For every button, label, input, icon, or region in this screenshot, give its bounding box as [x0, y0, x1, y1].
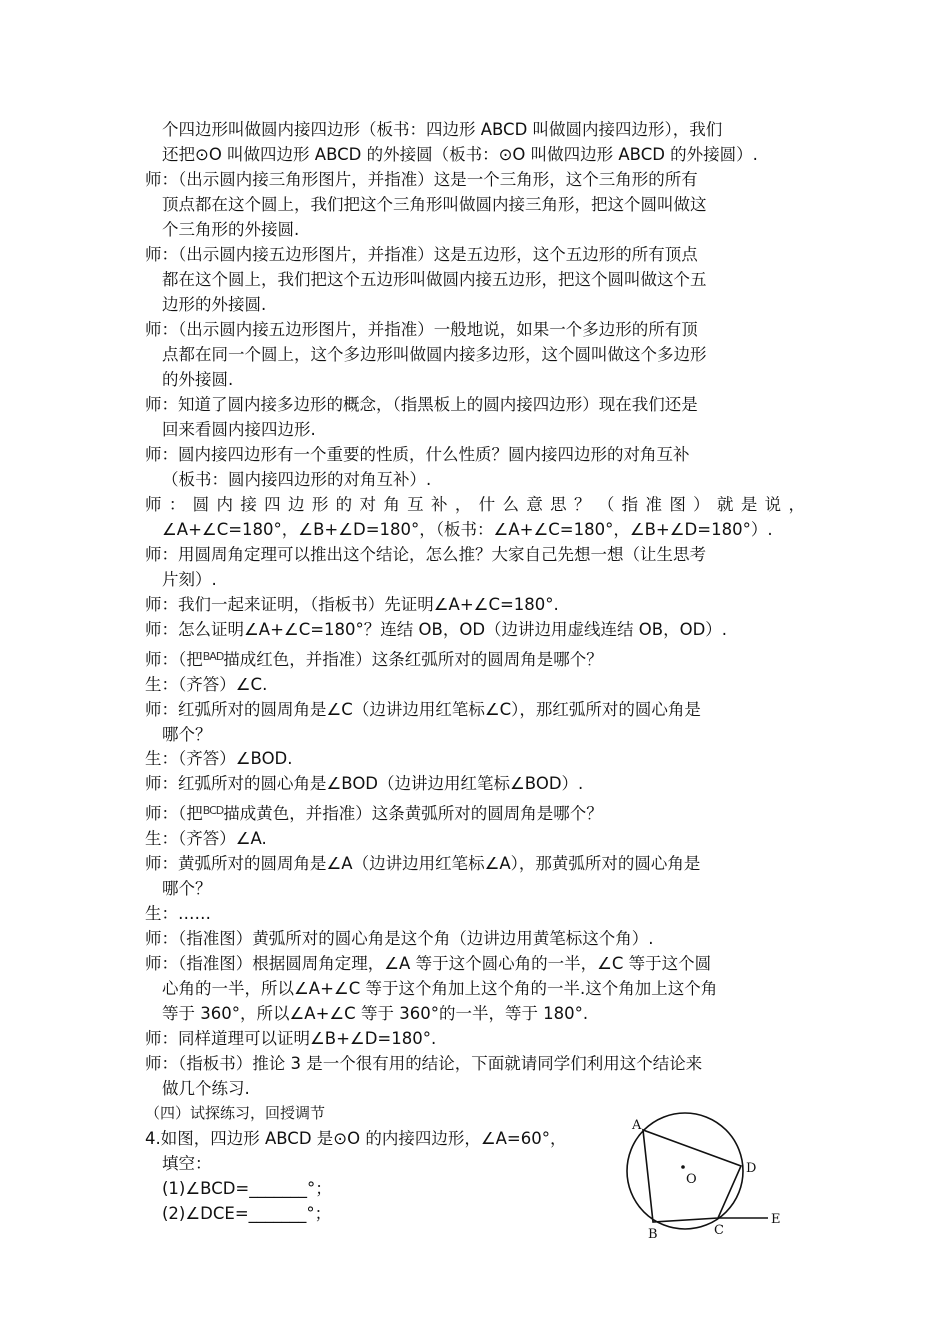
text-line: 师：（指准图）根据圆周角定理，∠A 等于这个圆心角的一半，∠C 等于这个圆	[145, 954, 712, 973]
label-c: C	[714, 1223, 724, 1238]
paragraph-3	[145, 242, 805, 317]
paragraph-9	[145, 592, 805, 617]
text-line: ∠A+∠C=180°，∠B+∠D=180°，（板书：∠A+∠C=180°，∠B+∠D=180°）.	[162, 520, 773, 539]
text-line: 师：知道了圆内接多边形的概念，（指黑板上的圆内接四边形）现在我们还是	[145, 395, 698, 414]
paragraph-19	[145, 901, 805, 926]
text-line: 师：圆内接四边形的对角互补，什么意思？（指准图）就是说，	[145, 495, 805, 514]
label-a: A	[632, 1118, 642, 1133]
text-line: 生：……	[145, 904, 211, 923]
text-line: 边形的外接圆.	[162, 295, 267, 314]
text-line: 个四边形叫做圆内接四边形（板书：四边形 ABCD 叫做圆内接四边形），我们	[162, 120, 723, 139]
text-line: 片刻）.	[162, 570, 217, 589]
paragraph-16	[145, 801, 805, 828]
paragraph-13	[145, 697, 805, 747]
text-fragment: 师：（把	[145, 650, 203, 669]
text-fragment: 描成黄色，并指准）这条黄弧所对的圆周角是哪个？	[223, 804, 603, 823]
text-line	[145, 801, 805, 828]
paragraph-23	[145, 1051, 805, 1101]
text-line: 师：圆内接四边形有一个重要的性质，什么性质？圆内接四边形的对角互补	[145, 445, 690, 464]
paragraph-7	[145, 492, 805, 542]
paragraph-4	[145, 317, 805, 392]
arc-bad-symbol: BAD	[202, 650, 224, 663]
exercise-4	[145, 1126, 605, 1226]
text-line: 师：（指板书）推论 3 是一个很有用的结论，下面就请同学们利用这个结论来	[145, 1054, 703, 1073]
label-d: D	[746, 1161, 757, 1176]
label-b: B	[648, 1227, 658, 1242]
paragraph-5	[145, 392, 805, 442]
exercise-prompt: 填空：	[162, 1154, 212, 1173]
paragraph-18	[145, 851, 805, 901]
paragraph-22	[145, 1026, 805, 1051]
text-line: 师：怎么证明∠A+∠C=180°？连结 OB，OD（边讲边用虚线连结 OB，OD）.	[145, 620, 728, 639]
label-o: O	[686, 1172, 697, 1187]
text-line: 等于 360°，所以∠A+∠C 等于 360°的一半，等于 180°.	[162, 1004, 589, 1023]
paragraph-17	[145, 826, 805, 851]
text-line: 做几个练习.	[162, 1079, 250, 1098]
paragraph-11	[145, 647, 805, 674]
text-line: 生：（齐答）∠C.	[145, 675, 268, 694]
text-fragment: 师：（把	[145, 804, 203, 823]
text-line: 点都在同一个圆上，这个多边形叫做圆内接多边形，这个圆叫做这个多边形	[162, 345, 707, 364]
label-e: E	[771, 1212, 781, 1227]
paragraph-8	[145, 542, 805, 592]
paragraph-6	[145, 442, 805, 492]
text-line: 师：黄弧所对的圆周角是∠A（边讲边用红笔标∠A），那黄弧所对的圆心角是	[145, 854, 701, 873]
text-line: 都在这个圆上，我们把这个五边形叫做圆内接五边形，把这个圆叫做这个五	[162, 270, 707, 289]
text-line: 师：用圆周角定理可以推出这个结论，怎么推？大家自己先想一想（让生思考	[145, 545, 706, 564]
text-line: 顶点都在这个圆上，我们把这个三角形叫做圆内接三角形，把这个圆叫做这	[162, 195, 707, 214]
exercise-stem: 4.如图，四边形 ABCD 是⊙O 的内接四边形，∠A=60°，	[145, 1129, 567, 1148]
text-line: 回来看圆内接四边形.	[162, 420, 316, 439]
text-line: 还把⊙O 叫做四边形 ABCD 的外接圆（板书：⊙O 叫做四边形 ABCD 的外接圆）.	[162, 145, 758, 164]
text-line: 师：同样道理可以证明∠B+∠D=180°.	[145, 1029, 437, 1048]
exercise-question-2: (2)∠DCE=_______°；	[162, 1204, 332, 1223]
paragraph-2	[145, 167, 805, 242]
text-line: 师：（出示圆内接五边形图片，并指准）一般地说，如果一个多边形的所有顶	[145, 320, 698, 339]
text-line: 师：我们一起来证明，（指板书）先证明∠A+∠C=180°.	[145, 595, 559, 614]
text-line: 生：（齐答）∠BOD.	[145, 749, 293, 768]
text-line: 师：（指准图）黄弧所对的圆心角是这个角（边讲边用黄笔标这个角）.	[145, 929, 654, 948]
paragraph-1	[145, 117, 805, 167]
text-line	[145, 647, 805, 674]
text-line: （板书：圆内接四边形的对角互补）.	[162, 470, 432, 489]
text-line: 心角的一半，所以∠A+∠C 等于这个角加上这个角的一半.这个角加上这个角	[162, 979, 718, 998]
exercise-question-1: (1)∠BCD=_______°；	[162, 1179, 332, 1198]
text-line: 师：红弧所对的圆心角是∠BOD（边讲边用红笔标∠BOD）.	[145, 774, 584, 793]
text-line: 哪个？	[162, 879, 212, 898]
text-line: 生：（齐答）∠A.	[145, 829, 267, 848]
arc-bcd-symbol: BCD	[202, 804, 224, 817]
text-line: 哪个？	[162, 725, 212, 744]
paragraph-15	[145, 771, 805, 796]
center-point	[681, 1165, 685, 1169]
paragraph-10	[145, 617, 805, 642]
text-line: 个三角形的外接圆.	[162, 220, 300, 239]
section-title: （四）试探练习，回授调节	[145, 1104, 326, 1122]
paragraph-12	[145, 672, 805, 697]
text-line: 的外接圆.	[162, 370, 234, 389]
text-line: 师：（出示圆内接三角形图片，并指准）这是一个三角形，这个三角形的所有	[145, 170, 698, 189]
paragraph-14	[145, 746, 805, 771]
circle-quadrilateral-figure	[610, 1110, 810, 1250]
text-line: 师：（出示圆内接五边形图片，并指准）这是五边形，这个五边形的所有顶点	[145, 245, 698, 264]
paragraph-20	[145, 926, 805, 951]
text-line: 师：红弧所对的圆周角是∠C（边讲边用红笔标∠C），那红弧所对的圆心角是	[145, 700, 701, 719]
text-fragment: 描成红色，并指准）这条红弧所对的圆周角是哪个？	[223, 650, 603, 669]
paragraph-21	[145, 951, 805, 1026]
